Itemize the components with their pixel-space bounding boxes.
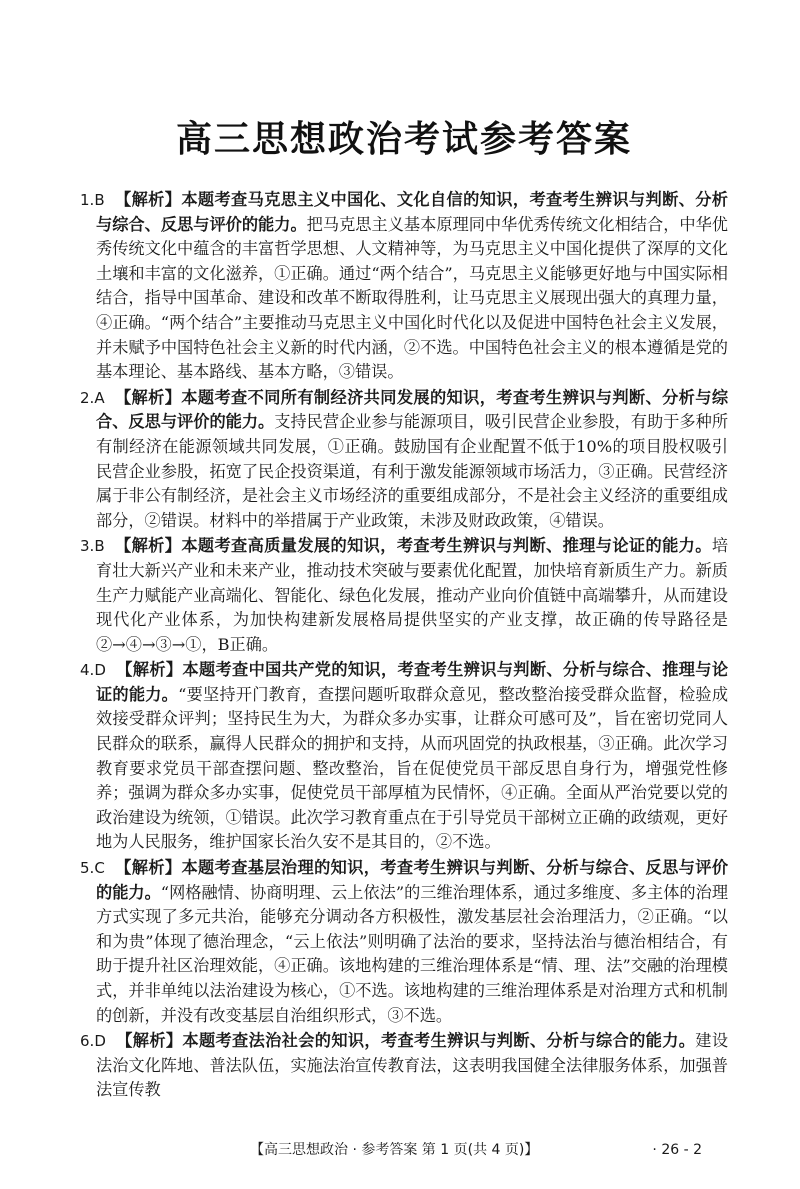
answer-item-5 <box>80 856 728 1028</box>
analysis-body: “要坚持开门教育，查摆问题听取群众意见，整改整治接受群众监督，检验成效接受群众评判；坚持民生为大，为群众多办实事，让群众可感可及”，旨在密切党同人民群众的联系，赢得人民群众的拥护和支持，从而巩固党的执政根基，③正确。此次学习教育要求党员干部查摆问题、整改整治，旨在促使党员干部反思自身行为，增强党性修养；强调为群众多办实事，促使党员干部厚植为民情怀，④正确。全面从严治党要以党的政治建设为统领，①错误。此次学习教育重点在于引导党员干部树立正确的政绩观，更好地为人民服务，维护国家长治久安不是其目的，②不选。 <box>96 684 729 852</box>
analysis-body: 把马克思主义基本原理同中华优秀传统文化相结合，中华优秀传统文化中蕴含的丰富哲学思想、人文精神等，为马克思主义中国化提供了深厚的文化土壤和丰富的文化滋养，①正确。通过“两个结合”，马克思主义能够更好地与中国实际相结合，指导中国革命、建设和改革不断取得胜利，让马克思主义展现出强大的真理力量，④正确。“两个结合”主要推动马克思主义中国化时代化以及促进中国特色社会主义发展，并未赋予中国特色社会主义新的时代内涵，②不选。中国特色社会主义的根本遵循是党的基本理论、基本路线、基本方略，③错误。 <box>96 214 728 382</box>
answer-key: D <box>94 1032 106 1051</box>
answer-number: 4. <box>80 661 95 680</box>
answer-key: A <box>94 388 105 407</box>
answer-number: 1. <box>80 191 95 209</box>
answer-number: 6. <box>80 1032 95 1051</box>
analysis-tag: 【解析】 <box>114 858 182 878</box>
analysis-lead: 本题考查基层治理的知识，考查考生辨识与判断、分析与综合、反思与评价的能力。 <box>96 858 729 902</box>
analysis-tag: 【解析】 <box>115 660 183 680</box>
answer-list <box>80 188 728 1103</box>
page-footer <box>0 1138 800 1162</box>
analysis-body: 培育壮大新兴产业和未来产业，推动技术突破与要素优化配置，加快培育新质生产力。新质生产力赋能产业高端化、智能化、绿色化发展，推动产业向价值链中高端攀升，从而建设现代化产业体系，为加快构建新发展格局提供坚实的产业支撑，故正确的传导路径是②→④→③→①，B正确。 <box>96 536 728 654</box>
answer-key: B <box>94 537 105 556</box>
analysis-tag: 【解析】 <box>114 387 182 407</box>
analysis-tag: 【解析】 <box>115 1031 183 1051</box>
answer-number: 2. <box>80 388 95 407</box>
answer-key: B <box>94 191 105 209</box>
analysis-tag: 【解析】 <box>114 190 182 209</box>
analysis-lead: 本题考查高质量发展的知识，考查考生辨识与判断、推理与论证的能力。 <box>181 536 712 556</box>
answer-item-6 <box>80 1029 728 1103</box>
analysis-tag: 【解析】 <box>114 536 182 556</box>
analysis-body: 建设法治文化阵地、普法队伍，实施法治宣传教育法，这表明我国健全法律服务体系，加强普法宣传教 <box>96 1031 729 1100</box>
answer-number: 5. <box>80 859 95 878</box>
answer-number: 3. <box>80 537 95 556</box>
footer-code: · 26 - 2 <box>652 1142 702 1158</box>
answer-item-4 <box>80 658 728 855</box>
analysis-lead: 本题考查法治社会的知识，考查考生辨识与判断、分析与综合的能力。 <box>182 1031 696 1051</box>
analysis-body: “网格融情、协商明理、云上依法”的三维治理体系，通过多维度、多主体的治理方式实现了多元共治，能够充分调动各方积极性，激发基层社会治理活力，②正确。“以和为贵”体现了德治理念，“云上依法”则明确了法治的要求，坚持法治与德治相结合，有助于提升社区治理效能，④正确。该地构建的三维治理体系是“情、理、法”交融的治理模式，并非单纯以法治建设为核心，①不选。该地构建的三维治理体系是对治理方式和机制的创新，并没有改变基层自治组织形式，③不选。 <box>96 882 729 1025</box>
footer-page-info: 【高三思想政治 · 参考答案 第 1 页(共 4 页)】 <box>250 1142 539 1158</box>
analysis-lead: 本题考查马克思主义中国化、文化自信的知识，考查考生辨识与判断、分析与综合、反思与评价的能力。 <box>96 190 728 234</box>
analysis-body: 支持民营企业参与能源项目，吸引民营企业参股，有助于多种所有制经济在能源领域共同发展，①正确。鼓励国有企业配置不低于10%的项目股权吸引民营企业参股，拓宽了民企投资渠道，有利于激发能源领域市场活力，③正确。民营经济属于非公有制经济，是社会主义市场经济的重要组成部分，不是社会主义经济的重要组成部分，②错误。材料中的举措属于产业政策，未涉及财政政策，④错误。 <box>96 412 729 530</box>
answer-key: D <box>94 661 106 680</box>
analysis-lead: 本题考查中国共产党的知识，考查考生辨识与判断、分析与综合、推理与论证的能力。 <box>96 660 729 704</box>
answer-item-3 <box>80 534 728 657</box>
answer-item-1 <box>80 188 728 385</box>
answer-item-2 <box>80 386 728 534</box>
document-title: 高三思想政治考试参考答案 <box>175 119 632 160</box>
answer-key: C <box>94 859 105 878</box>
analysis-lead: 本题考查不同所有制经济共同发展的知识，考查考生辨识与判断、分析与综合、反思与评价的能力。 <box>96 387 729 432</box>
